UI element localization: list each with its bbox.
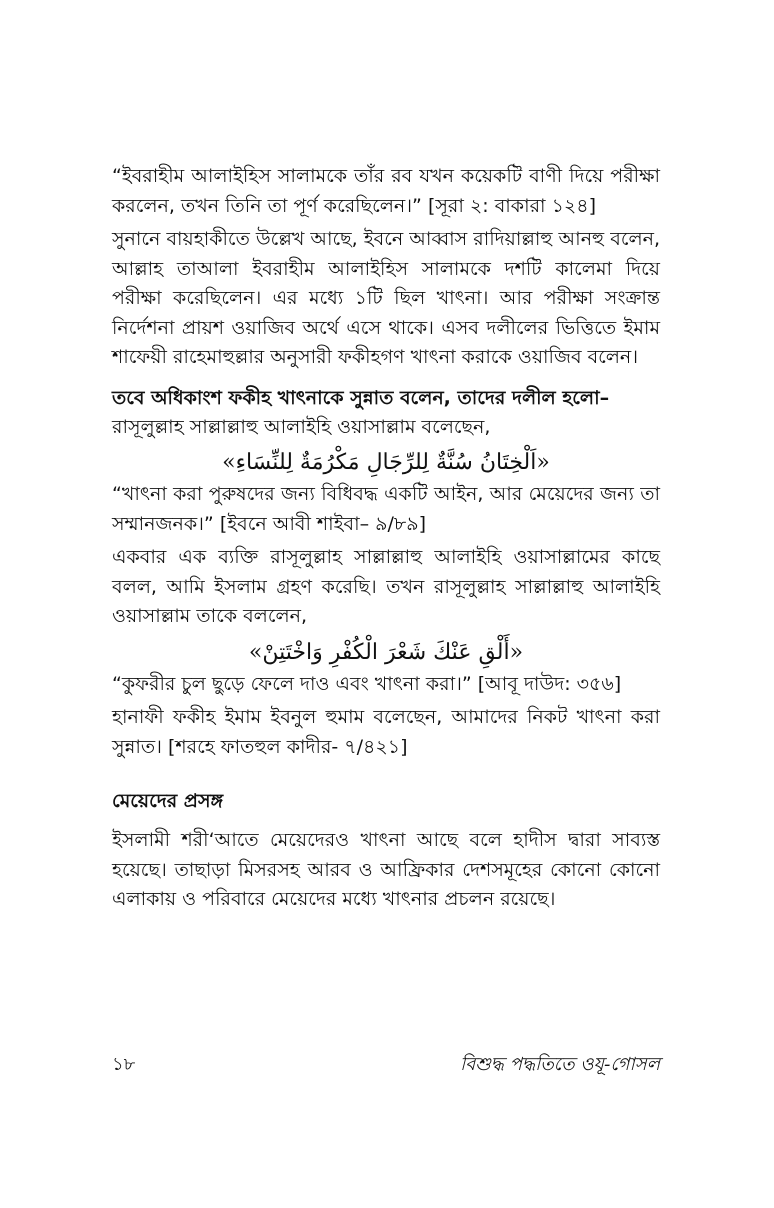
- hanafi-opinion-paragraph: হানাফী ফকীহ ইমাম ইবনুল হুমাম বলেছেন, আমাদের নিকট খাৎনা করা সুন্নাত। [শরহে ফাতহুল কাদীর- ৭/৪২১]: [112, 706, 660, 758]
- page-number: ১৮: [112, 1054, 136, 1075]
- spacer: [112, 816, 660, 826]
- quran-quote-paragraph: “ইবরাহীম আলাইহিস সালামকে তাঁর রব যখন কয়েকটি বাণী দিয়ে পরীক্ষা করলেন, তখন তিনি তা পূর্ণ করেছিলেন।” [সূরা ২: বাকারা ১২৪]: [112, 165, 660, 217]
- running-title: বিশুদ্ধ পদ্ধতিতে ওযূ-গোসল: [460, 1054, 660, 1075]
- section-heading-sunnah: তবে অধিকাংশ ফকীহ খাৎনাকে সুন্নাত বলেন, তাদের দলীল হলো–: [112, 386, 610, 409]
- page-body: [112, 162, 660, 919]
- section-heading-women: মেয়েদের প্রসঙ্গ: [112, 790, 224, 812]
- bayhaqi-paragraph: সুনানে বায়হাকীতে উল্লেখ আছে, ইবনে আব্বাস রাদিয়াল্লাহু আনহু বলেন, আল্লাহ তাআলা ইবরাহীম আলাইহিস সালামকে দশটি কালেমা দিয়ে পরীক্ষা করেছিলেন। এর মধ্যে ১টি ছিল খাৎনা। আর পরীক্ষা সংক্রান্ত নির্দেশনা প্রায়শ ওয়াজিব অর্থে এসে থাকে। এসব দলীলের ভিত্তিতে ইমাম শাফেয়ী রাহেমাহুল্লার অনুসারী ফকীহগণ খাৎনা করাকে ওয়াজিব বলেন।: [112, 228, 660, 368]
- arabic-hadith-2: «أَلْقِ عَنْكَ شَعْرَ الْكُفْرِ وَاخْتَتِنْ»: [248, 639, 524, 665]
- convert-story-paragraph: একবার এক ব্যক্তি রাসূলুল্লাহ সাল্লাল্লাহু আলাইহি ওয়াসাল্লামের কাছে বলল, আমি ইসলাম গ্রহণ করেছি। তখন রাসূলুল্লাহ সাল্লাল্লাহু আলাইহি ওয়াসাল্লাম তাকে বললেন,: [112, 546, 660, 627]
- arabic-hadith-1: «اَلْخِتَانُ سُنَّةٌ لِلرِّجَالِ مَكْرُمَةٌ لِلنِّسَاءِ»: [222, 450, 550, 475]
- hadith-translation-1: “খাৎনা করা পুরুষদের জন্য বিধিবদ্ধ একটি আইন, আর মেয়েদের জন্য তা সম্মানজনক।” [ইবনে আবী শাইবা– ৯/৮৯]: [112, 483, 660, 535]
- spacer: [112, 766, 660, 776]
- page-footer: [112, 1050, 660, 1080]
- hadith-translation-2: “কুফরীর চুল ছুড়ে ফেলে দাও এবং খাৎনা করা।” [আবূ দাউদ: ৩৫৬]: [112, 672, 622, 695]
- hadith-intro-paragraph: রাসূলুল্লাহ সাল্লাল্লাহু আলাইহি ওয়াসাল্লাম বলেছেন,: [112, 415, 491, 438]
- women-paragraph: ইসলামী শরী‘আতে মেয়েদেরও খাৎনা আছে বলে হাদীস দ্বারা সাব্যস্ত হয়েছে। তাছাড়া মিসরসহ আরব ও আফ্রিকার দেশসমূহের কোনো কোনো এলাকায় ও পরিবারে মেয়েদের মধ্যে খাৎনার প্রচলন রয়েছে।: [112, 829, 660, 910]
